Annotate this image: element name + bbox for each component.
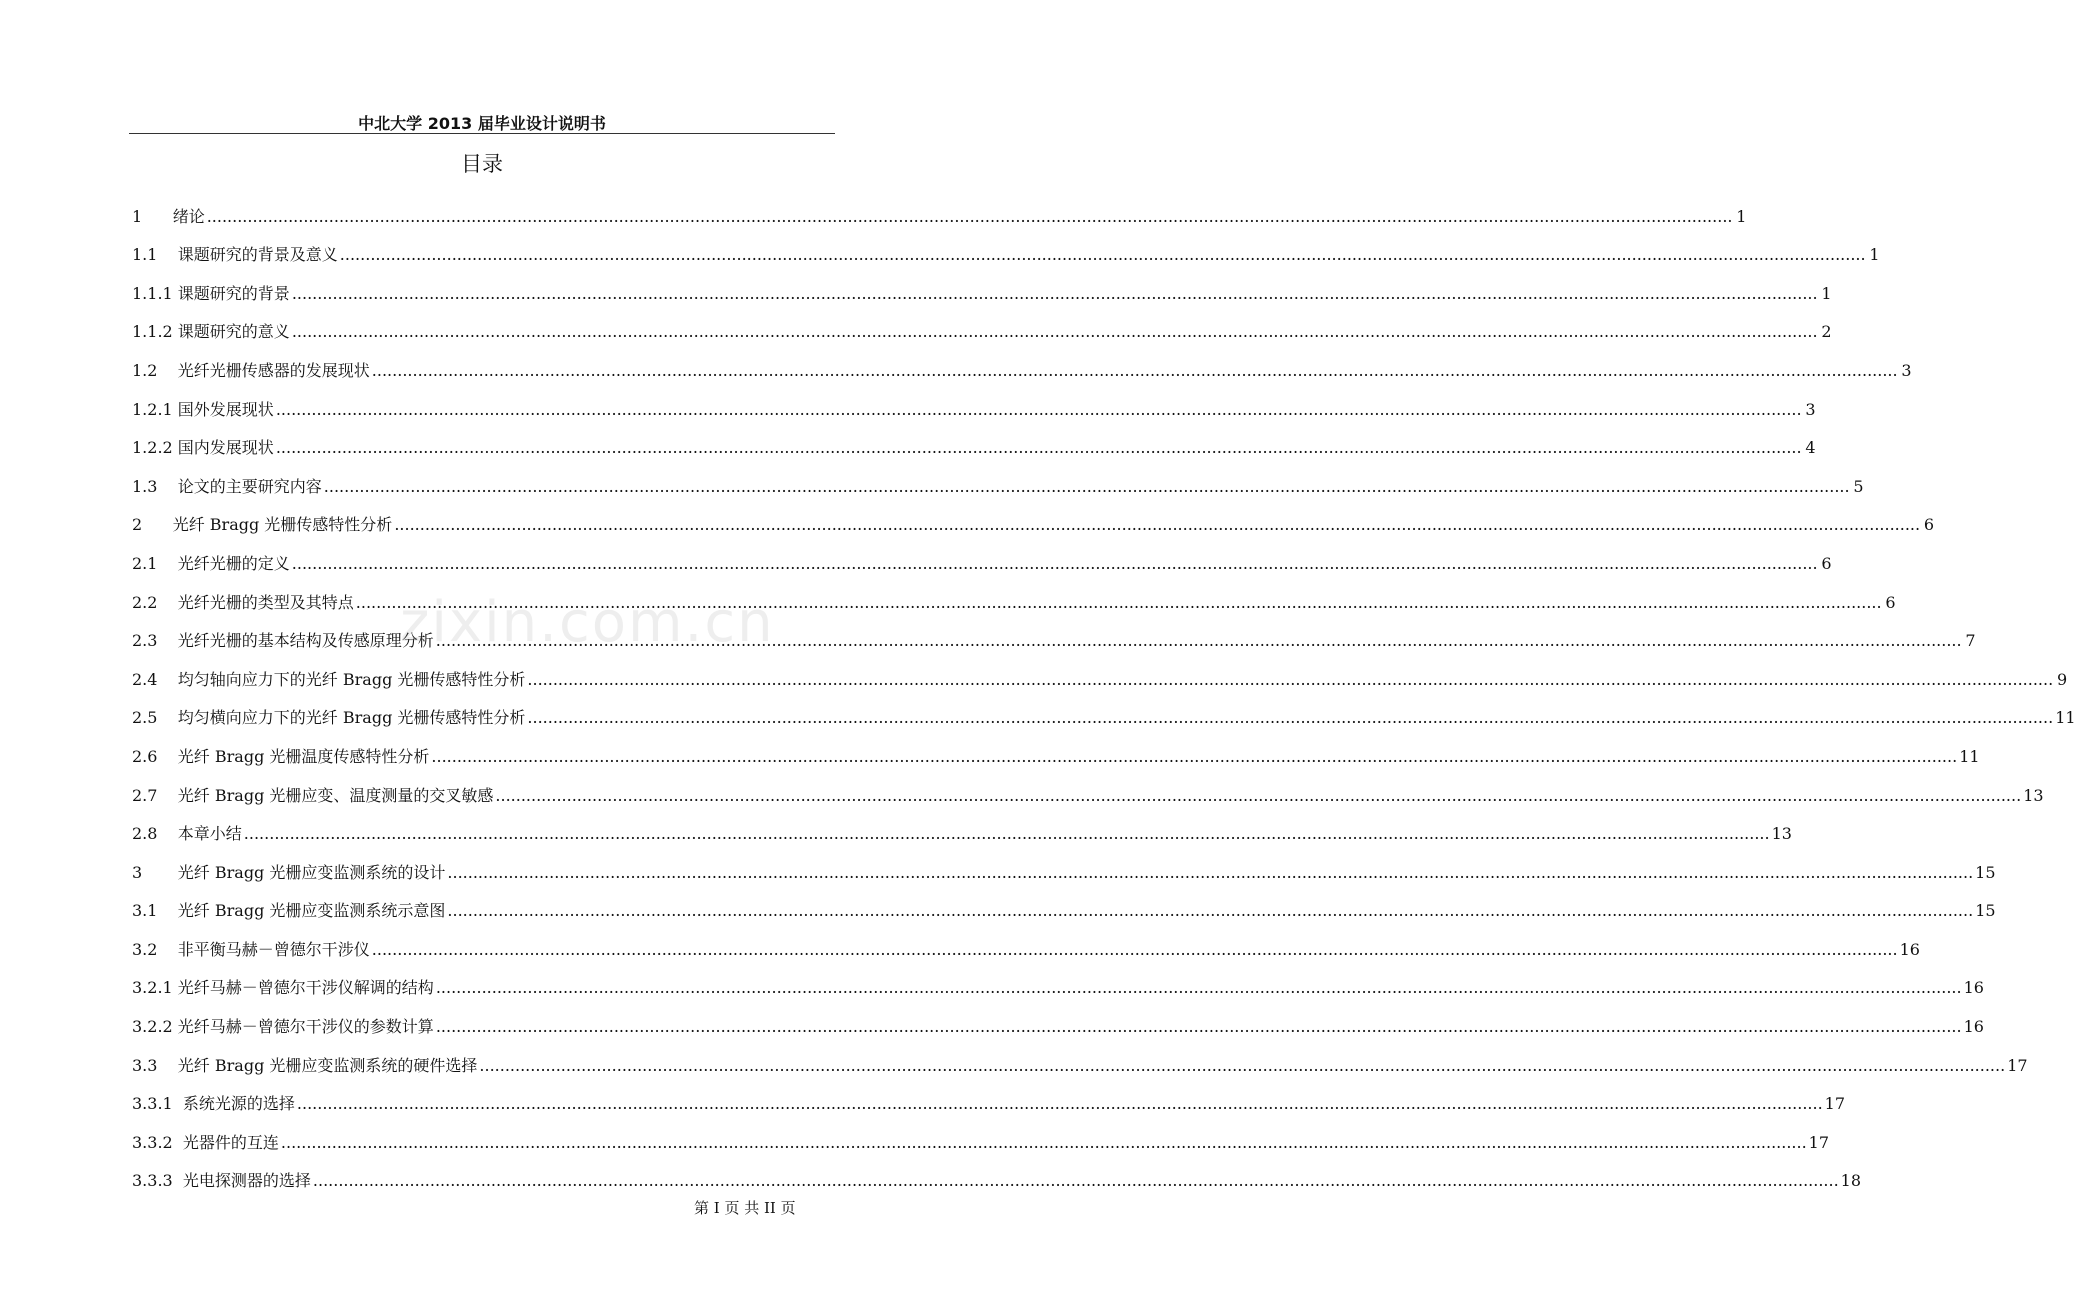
toc-entry-label: 1.1.2 课题研究的意义 xyxy=(132,322,290,342)
toc-leader-dots: ............................................................................................................................................................................................................................................................................................................ xyxy=(206,206,1733,226)
toc-entry-page: 1 xyxy=(1736,206,1747,226)
toc-entry-label: 3.1 光纤 Bragg 光栅应变监测系统示意图 xyxy=(132,901,446,921)
toc-leader-dots: ............................................................................................................................................................................................................................................................................................................ xyxy=(394,515,1921,535)
toc-leader-dots: ............................................................................................................................................................................................................................................................................................................ xyxy=(275,438,1802,458)
toc-title: 目录 xyxy=(461,152,503,176)
toc-entry-label: 2.8 本章小结 xyxy=(132,824,242,844)
toc-entry[interactable] xyxy=(132,844,1996,883)
toc-entry[interactable] xyxy=(132,921,1920,960)
toc-entry-label: 1.1.1 课题研究的背景 xyxy=(132,283,290,303)
toc-entry[interactable] xyxy=(132,767,2044,806)
toc-entry-label: 3.3.3 光电探测器的选择 xyxy=(132,1171,311,1191)
toc-entry-label: 2 光纤 Bragg 光栅传感特性分析 xyxy=(132,515,393,535)
toc-entry-page: 3 xyxy=(1805,399,1816,419)
toc-entry[interactable] xyxy=(132,497,1935,536)
toc-entry-page: 13 xyxy=(1771,824,1792,844)
toc-entry-page: 16 xyxy=(1899,939,1920,959)
toc-entry-page: 18 xyxy=(1840,1171,1862,1191)
toc-leader-dots: ............................................................................................................................................................................................................................................................................................................ xyxy=(527,669,2054,689)
toc-leader-dots: ............................................................................................................................................................................................................................................................................................................ xyxy=(312,1171,1839,1191)
toc-entry-page: 13 xyxy=(2023,785,2044,805)
toc-entry-page: 2 xyxy=(1821,322,1832,342)
toc-leader-dots: ............................................................................................................................................................................................................................................................................................................ xyxy=(495,785,2022,805)
toc-leader-dots: ............................................................................................................................................................................................................................................................................................................ xyxy=(291,553,1818,573)
toc-entry[interactable] xyxy=(132,342,1912,381)
toc-entry[interactable] xyxy=(132,960,1984,999)
toc-leader-dots: ............................................................................................................................................................................................................................................................................................................ xyxy=(296,1094,1823,1114)
header-divider xyxy=(129,133,835,134)
toc-entry-label: 3.3.2 光器件的互连 xyxy=(132,1132,279,1152)
toc-leader-dots: ............................................................................................................................................................................................................................................................................................................ xyxy=(339,245,1866,265)
toc-entry[interactable] xyxy=(132,458,1864,497)
toc-entry-label: 1 绪论 xyxy=(132,206,205,226)
toc-entry[interactable] xyxy=(132,420,1816,459)
toc-entry[interactable] xyxy=(132,381,1816,420)
toc-entry-label: 2.6 光纤 Bragg 光栅温度传感特性分析 xyxy=(132,746,430,766)
toc-entry-label: 2.5 均匀横向应力下的光纤 Bragg 光栅传感特性分析 xyxy=(132,708,526,728)
toc-entry-page: 16 xyxy=(1963,978,1984,998)
toc-leader-dots: ............................................................................................................................................................................................................................................................................................................ xyxy=(479,1055,2006,1075)
toc-entry-page: 4 xyxy=(1805,438,1816,458)
toc-entry[interactable] xyxy=(132,188,1747,227)
toc-entry-page: 15 xyxy=(1975,901,1996,921)
toc-entry-page: 9 xyxy=(2057,669,2068,689)
toc-entry-label: 1.2.2 国内发展现状 xyxy=(132,438,274,458)
page-header: 中北大学 2013 届毕业设计说明书 xyxy=(358,114,606,133)
toc-entry-page: 15 xyxy=(1975,862,1996,882)
toc-entry-page: 16 xyxy=(1963,1017,1984,1037)
toc-entry-page: 17 xyxy=(1824,1094,1846,1114)
page-footer: 第 I 页 共 II 页 xyxy=(694,1199,796,1217)
toc-entry[interactable] xyxy=(132,265,1832,304)
toc-entry-label: 3.2.1 光纤马赫－曾德尔干涉仪解调的结构 xyxy=(132,978,434,998)
toc-leader-dots: ............................................................................................................................................................................................................................................................................................................ xyxy=(371,360,1898,380)
toc-leader-dots: ............................................................................................................................................................................................................................................................................................................ xyxy=(243,824,1770,844)
toc-entry-page: 1 xyxy=(1821,283,1832,303)
toc-entry[interactable] xyxy=(132,304,1832,343)
toc-entry-label: 2.2 光纤光栅的类型及其特点 xyxy=(132,592,354,612)
toc-entry-label: 3.2.2 光纤马赫－曾德尔干涉仪的参数计算 xyxy=(132,1017,434,1037)
toc-entry-label: 2.3 光纤光栅的基本结构及传感原理分析 xyxy=(132,631,434,651)
toc-entry[interactable] xyxy=(132,651,2068,690)
toc-entry-label: 2.4 均匀轴向应力下的光纤 Bragg 光栅传感特性分析 xyxy=(132,669,526,689)
toc-leader-dots: ............................................................................................................................................................................................................................................................................................................ xyxy=(431,746,1958,766)
toc-entry-label: 3 光纤 Bragg 光栅应变监测系统的设计 xyxy=(132,862,446,882)
toc-leader-dots: ............................................................................................................................................................................................................................................................................................................ xyxy=(371,939,1898,959)
watermark: zixin.com.cn xyxy=(400,590,775,655)
toc-leader-dots: ............................................................................................................................................................................................................................................................................................................ xyxy=(275,399,1802,419)
toc-entry-label: 1.2 光纤光栅传感器的发展现状 xyxy=(132,360,370,380)
toc-entry-label: 3.3.1 系统光源的选择 xyxy=(132,1094,295,1114)
toc-entry[interactable] xyxy=(132,728,1980,767)
toc-leader-dots: ............................................................................................................................................................................................................................................................................................................ xyxy=(435,631,1962,651)
toc-entry-page: 5 xyxy=(1853,476,1864,496)
toc-entry-page: 6 xyxy=(1885,592,1896,612)
toc-entry-label: 1.2.1 国外发展现状 xyxy=(132,399,274,419)
toc-entry-page: 3 xyxy=(1901,360,1912,380)
toc-leader-dots: ............................................................................................................................................................................................................................................................................................................ xyxy=(280,1132,1807,1152)
toc-entry[interactable] xyxy=(132,227,1880,266)
toc-entry[interactable] xyxy=(132,1114,1830,1153)
toc-entry-page: 11 xyxy=(1959,746,1980,766)
toc-entry-label: 2.1 光纤光栅的定义 xyxy=(132,553,290,573)
toc-entry-label: 1.1 课题研究的背景及意义 xyxy=(132,245,338,265)
toc-entry[interactable] xyxy=(132,883,1996,922)
toc-entry-label: 2.7 光纤 Bragg 光栅应变、温度测量的交叉敏感 xyxy=(132,785,494,805)
toc-entry-page: 6 xyxy=(1821,553,1832,573)
toc-entry-label: 3.2 非平衡马赫－曾德尔干涉仪 xyxy=(132,939,370,959)
toc-entry[interactable] xyxy=(132,690,2076,729)
toc-leader-dots: ............................................................................................................................................................................................................................................................................................................ xyxy=(355,592,1882,612)
toc-entry-label: 1.3 论文的主要研究内容 xyxy=(132,476,322,496)
table-of-contents xyxy=(132,188,2076,1191)
toc-leader-dots: ............................................................................................................................................................................................................................................................................................................ xyxy=(447,901,1974,921)
toc-entry[interactable] xyxy=(132,806,1792,845)
toc-entry-page: 1 xyxy=(1869,245,1880,265)
toc-leader-dots: ............................................................................................................................................................................................................................................................................................................ xyxy=(291,283,1818,303)
toc-entry-page: 17 xyxy=(2007,1055,2028,1075)
toc-leader-dots: ............................................................................................................................................................................................................................................................................................................ xyxy=(435,1017,1962,1037)
toc-leader-dots: ............................................................................................................................................................................................................................................................................................................ xyxy=(291,322,1818,342)
toc-entry-page: 7 xyxy=(1965,631,1976,651)
toc-leader-dots: ............................................................................................................................................................................................................................................................................................................ xyxy=(435,978,1962,998)
toc-entry-page: 6 xyxy=(1923,515,1935,535)
toc-entry-page: 17 xyxy=(1808,1132,1830,1152)
toc-leader-dots: ............................................................................................................................................................................................................................................................................................................ xyxy=(447,862,1974,882)
toc-entry-page: 11 xyxy=(2055,708,2076,728)
toc-leader-dots: ............................................................................................................................................................................................................................................................................................................ xyxy=(323,476,1850,496)
toc-entry[interactable] xyxy=(132,998,1984,1037)
toc-entry[interactable] xyxy=(132,1037,2028,1076)
toc-entry[interactable] xyxy=(132,535,1832,574)
toc-entry[interactable] xyxy=(132,1076,1846,1115)
toc-entry[interactable] xyxy=(132,1153,1862,1192)
toc-leader-dots: ............................................................................................................................................................................................................................................................................................................ xyxy=(527,708,2054,728)
toc-entry-label: 3.3 光纤 Bragg 光栅应变监测系统的硬件选择 xyxy=(132,1055,478,1075)
